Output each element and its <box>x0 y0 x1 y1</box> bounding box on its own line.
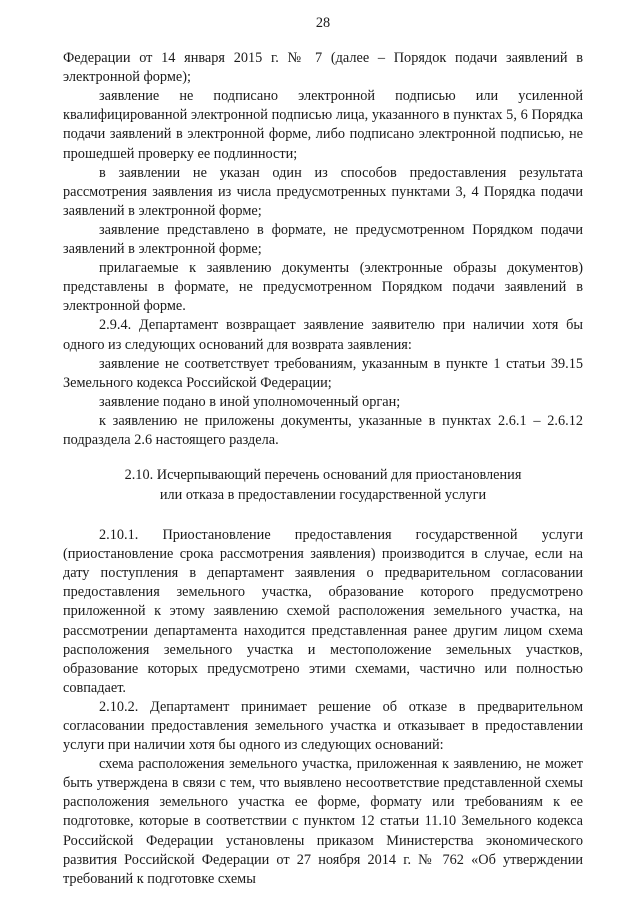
paragraph-2-9-4: 2.9.4. Департамент возвращает заявление заявителю при наличии хотя бы одного из следующих оснований для возврата заявления: <box>63 317 583 353</box>
paragraph-wrong-format: заявление представлено в формате, не предусмотренном Порядком подачи заявлений в электронной форме; <box>63 221 583 258</box>
section-heading-line-2: или отказа в предоставлении государственной услуги <box>159 486 487 503</box>
paragraph-not-signed: заявление не подписано электронной подписью или усиленной квалифицированной электронной подписью лица, указанного в пунктах 5, 6 Порядка подачи заявлений в электронной форме, либо подписано электронной подписью, не прошедшей проверку ее подлинности; <box>63 88 583 162</box>
section-heading-2-10 <box>63 466 583 505</box>
paragraph-no-method: в заявлении не указан один из способов предоставления результата рассмотрения заявления из числа предусмотренных пунктами 3, 4 Порядка подачи заявлений в электронной форме; <box>63 164 583 219</box>
paragraph-other-authority: заявление подано в иной уполномоченный орган; <box>99 393 401 410</box>
paragraph-missing-documents: к заявлению не приложены документы, указанные в пунктах 2.6.1 – 2.6.12 подраздела 2.6 настоящего раздела. <box>63 412 583 448</box>
paragraph-attachments-format: прилагаемые к заявлению документы (электронные образы документов) представлены в формате, не предусмотренном Порядком подачи заявлений в электронной форме. <box>63 260 583 315</box>
section-heading-line-1: 2.10. Исчерпывающий перечень оснований для приостановления <box>124 467 522 484</box>
paragraph-scheme-not-approved: схема расположения земельного участка, приложенная к заявлению, не может быть утверждена в связи с тем, что выявлено несоответствие представленной схемы расположения земельного участка ее форме, формату или требованиям к ее подготовке, которые в соответствии с пунктом 12 статьи 11.10 Земельного кодекса Российской Федерации установлены приказом Министерства экономического развития Российской Федерации от 27 ноября 2014 г. № 762 «Об утверждении требований к подготовке схемы <box>63 756 583 887</box>
page-number: 28 <box>315 15 331 31</box>
paragraph-2-10-2: 2.10.2. Департамент принимает решение об отказе в предварительном согласовании предоставления земельного участка и отказывает в предоставлении услуги при наличии хотя бы одного из следующих оснований: <box>63 698 583 754</box>
paragraph-continuation: Федерации от 14 января 2015 г. № 7 (далее – Порядок подачи заявлений в электронной форме); <box>63 50 583 86</box>
paragraph-not-compliant: заявление не соответствует требованиям, указанным в пункте 1 статьи 39.15 Земельного кодекса Российской Федерации; <box>63 355 583 391</box>
document-page <box>63 14 583 889</box>
paragraph-2-10-1: 2.10.1. Приостановление предоставления государственной услуги (приостановление срока рассмотрения заявления) производится в случае, если на дату поступления в департамент заявления о предварительном согласовании предоставления земельного участка, образование которого предусмотрено приложенной к этому заявлению схемой расположения земельного участка, на рассмотрении департамента находится представленная ранее другим лицом схема расположения земельного участка и местоположение земельных участков, образование которых предусмотрено этими схемами, частично или полностью совпадает. <box>63 527 583 696</box>
